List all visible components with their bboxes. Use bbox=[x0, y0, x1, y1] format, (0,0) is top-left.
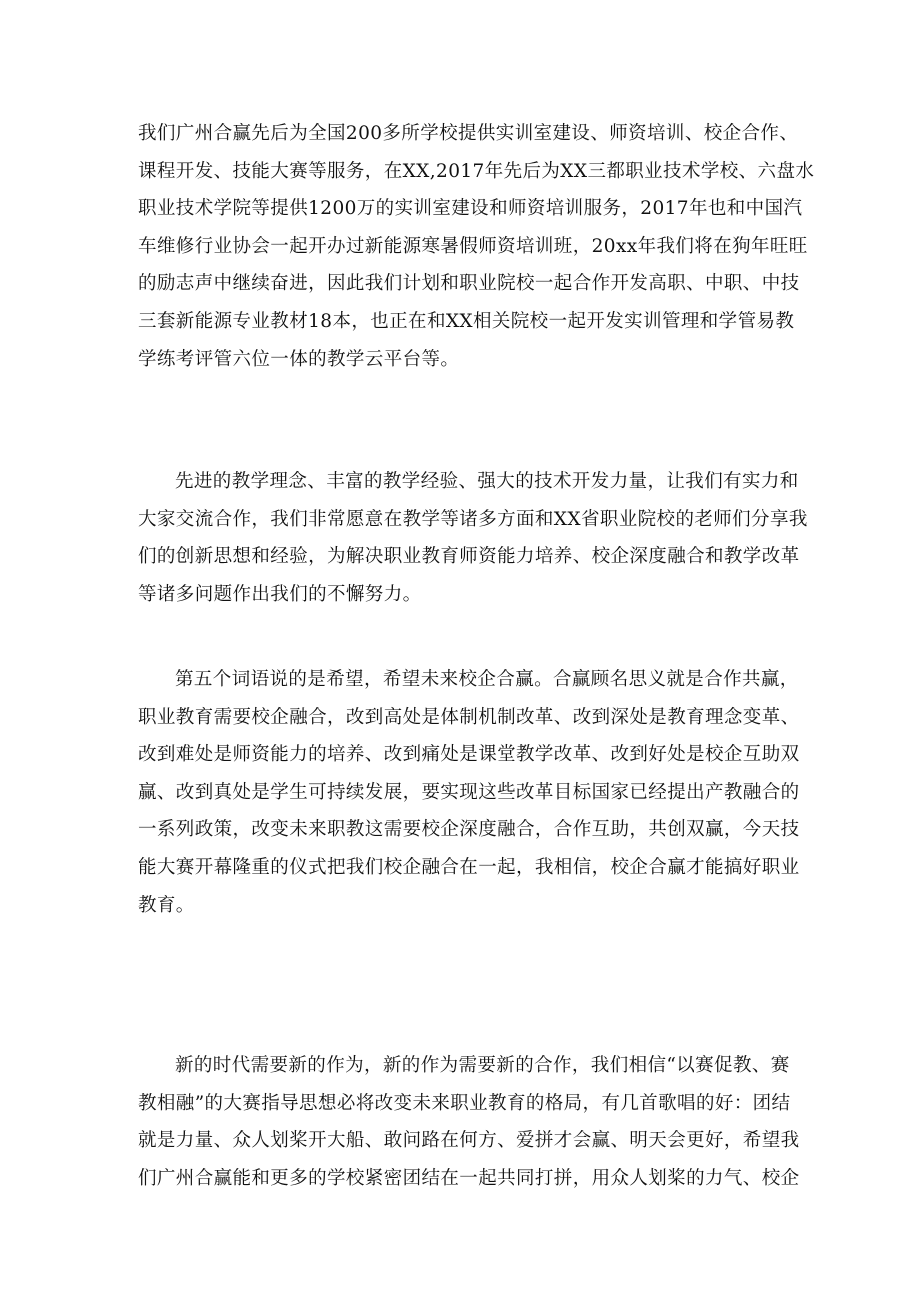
paragraph-line: 们的创新思想和经验，为解决职业教育师资能力培养、校企深度融合和教学改革 bbox=[138, 546, 800, 568]
paragraph-line: 能大赛开幕隆重的仪式把我们校企融合在一起，我相信，校企合赢才能搞好职业 bbox=[138, 856, 800, 878]
paragraph-line: 职业技术学院等提供1200万的实训室建设和师资培训服务，2017年也和中国汽 bbox=[138, 198, 803, 220]
paragraph-line: 一系列政策，改变未来职教这需要校企深度融合，合作互助，共创双赢，今天技 bbox=[138, 819, 800, 841]
paragraph-line: 我们广州合赢先后为全国200多所学校提供实训室建设、师资培训、校企合作、 bbox=[138, 123, 799, 144]
paragraph-4 bbox=[138, 1047, 800, 1197]
paragraph-line: 学练考评管六位一体的教学云平台等。 bbox=[138, 348, 460, 370]
paragraph-line: 车维修行业协会一起开办过新能源寒暑假师资培训班，20xx年我们将在狗年旺旺 bbox=[138, 235, 808, 257]
paragraph-line: 们广州合赢能和更多的学校紧密团结在一起共同打拼，用众人划桨的力气、校企 bbox=[138, 1167, 800, 1189]
paragraph-line: 第五个词语说的是希望，希望未来校企合赢。合赢顾名思义就是合作共赢， bbox=[175, 669, 799, 690]
paragraph-line: 的励志声中继续奋进，因此我们计划和职业院校一起合作开发高职、中职、中技 bbox=[138, 273, 800, 295]
paragraph-2 bbox=[138, 463, 808, 613]
paragraph-line: 三套新能源专业教材18本，也正在和XX相关院校一起开发实训管理和学管易教 bbox=[138, 310, 795, 332]
paragraph-3 bbox=[138, 661, 800, 924]
paragraph-line: 新的时代需要新的作为，新的作为需要新的合作，我们相信“以赛促教、赛 bbox=[175, 1055, 790, 1076]
paragraph-line: 等诸多问题作出我们的不懈努力。 bbox=[138, 583, 422, 605]
paragraph-line: 就是力量、众人划桨开大船、敢问路在何方、爱拼才会赢、明天会更好，希望我 bbox=[138, 1130, 800, 1152]
paragraph-line: 教育。 bbox=[138, 894, 195, 916]
paragraph-line: 改到难处是师资能力的培养、改到痛处是课堂教学改革、改到好处是校企互助双 bbox=[138, 744, 800, 766]
paragraph-line: 教相融”的大赛指导思想必将改变未来职业教育的格局，有几首歌唱的好：团结 bbox=[138, 1092, 791, 1114]
paragraph-line: 大家交流合作，我们非常愿意在教学等诸多方面和XX省职业院校的老师们分享我 bbox=[138, 508, 808, 530]
paragraph-line: 课程开发、技能大赛等服务，在XX,2017年先后为XX三都职业技术学校、六盘水 bbox=[138, 160, 815, 182]
paragraph-line: 赢、改到真处是学生可持续发展，要实现这些改革目标国家已经提出产教融合的 bbox=[138, 781, 800, 803]
paragraph-1 bbox=[138, 115, 815, 378]
paragraph-line: 先进的教学理念、丰富的教学经验、强大的技术开发力量，让我们有实力和 bbox=[175, 471, 799, 492]
paragraph-line: 职业教育需要校企融合，改到高处是体制机制改革、改到深处是教育理念变革、 bbox=[138, 706, 800, 728]
